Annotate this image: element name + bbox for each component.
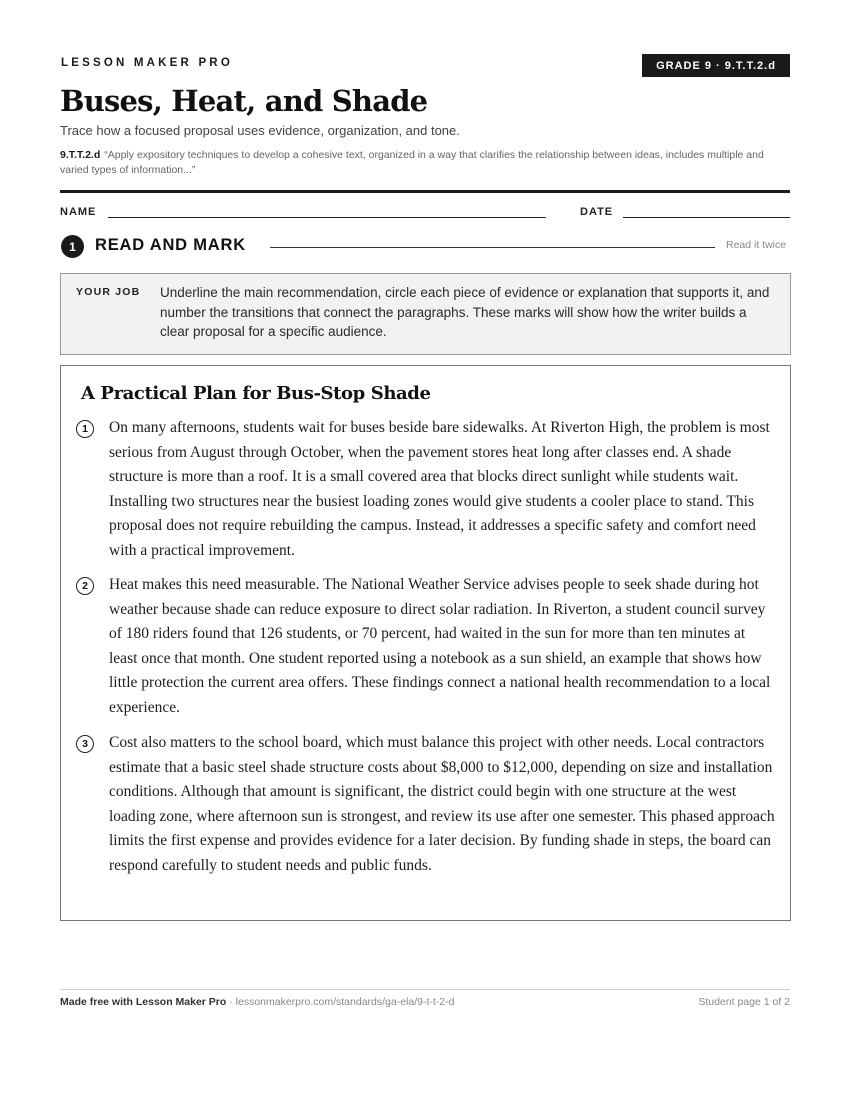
footer-made-with: Made free with Lesson Maker Pro — [60, 996, 227, 1008]
page-subtitle: Trace how a focused proposal uses evidence, organization, and tone. — [60, 123, 460, 138]
footer-page-number: Student page 1 of 2 — [698, 996, 790, 1008]
date-line — [623, 217, 790, 218]
date-label: DATE — [580, 206, 614, 218]
paragraph-text: Heat makes this need measurable. The National Weather Service advises people to seek shade during hot weather because shade can reduce exposure to direct solar radiation. In Riverton, a student council survey of 180 riders found that 126 students, or 70 percent, had waited in the sun for more than ten minutes at least once that month. One student reported using a notebook as a sun shield, an example that shows how little protection the current area offers. These findings connect a national health recommendation to a local experience. — [109, 576, 771, 716]
page-title: Buses, Heat, and Shade — [60, 84, 428, 118]
section-divider — [270, 247, 715, 248]
name-line — [108, 217, 546, 218]
passage-title: A Practical Plan for Bus-Stop Shade — [81, 383, 431, 404]
paragraph-number: 2 — [76, 577, 94, 595]
passage-paragraph-2 — [76, 573, 776, 720]
standard-description — [60, 148, 790, 178]
standard-code: 9.T.T.2.d — [60, 149, 101, 161]
passage-paragraph-1 — [76, 416, 776, 563]
header-divider — [60, 190, 790, 193]
footer-credit — [60, 996, 455, 1008]
standard-text: “Apply expository techniques to develop a cohesive text, organized in a way that clarifies the relationship between ideas, includes multiple and varied types of information...” — [60, 149, 764, 176]
footer-url[interactable]: · lessonmakerpro.com/standards/ga-ela/9-t-t-2-d — [226, 996, 455, 1008]
grade-badge: GRADE 9 · 9.T.T.2.d — [642, 54, 790, 77]
brand-name: LESSON MAKER PRO — [61, 57, 233, 69]
section-title: READ AND MARK — [95, 236, 246, 254]
paragraph-text: On many afternoons, students wait for buses beside bare sidewalks. At Riverton High, the problem is most serious from August through October, when the pavement stores heat long after classes end. A shade structure is more than a roof. It is a small covered area that blocks direct sunlight while students wait. Installing two structures near the busiest loading zones would give students a cooler place to stand. This proposal does not require rebuilding the campus. Instead, it addresses a specific safety and comfort need with a practical improvement. — [109, 419, 770, 559]
section-number-badge: 1 — [61, 235, 84, 258]
instructions-box — [60, 273, 791, 355]
section-note: Read it twice — [726, 239, 787, 251]
paragraph-text: Cost also matters to the school board, which must balance this project with other needs. Local contractors estimate that a basic steel shade structure costs about $8,000 to $12,000, depending on size and installation conditions. Although that amount is significant, the district could begin with one structure at the west loading zone, where afternoon sun is strongest, and review its use after one semester. This phased approach limits the first expense and provides evidence for a later decision. By funding shade in steps, the board can respond carefully to student needs and public funds. — [109, 734, 775, 874]
paragraph-number: 1 — [76, 420, 94, 438]
reading-passage — [60, 365, 791, 921]
instructions-label: YOUR JOB — [76, 286, 141, 298]
name-label: NAME — [60, 206, 97, 218]
passage-paragraph-3 — [76, 731, 776, 878]
footer-divider — [60, 989, 790, 990]
instructions-text: Underline the main recommendation, circle each piece of evidence or explanation that supports it, and number the transitions that connect the paragraphs. These marks will show how the writer builds a clear proposal for a specific audience. — [160, 285, 770, 339]
paragraph-number: 3 — [76, 735, 94, 753]
